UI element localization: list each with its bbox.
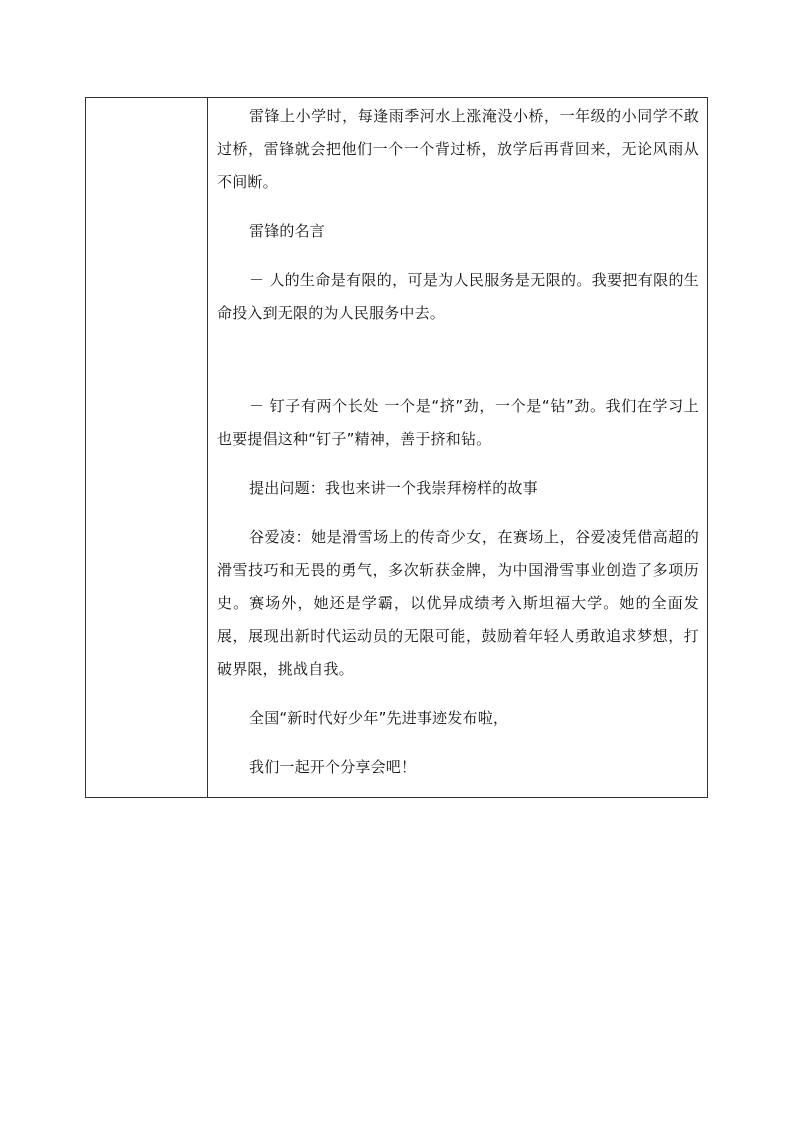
paragraph-announcement: 全国“新时代好少年”先进事迹发布啦， bbox=[249, 709, 509, 727]
content-table bbox=[85, 97, 708, 798]
paragraph-quote-2: － 钉子有两个长处 一个是“挤”劲，一个是“钻”劲。我们在学习上也要提倡这种“钉子”精神，善于挤和钻。 bbox=[217, 397, 699, 448]
paragraph-sharing-invite: 我们一起开个分享会吧！ bbox=[249, 758, 417, 776]
paragraph-gu-ailing: 谷爱凌：她是滑雪场上的传奇少女，在赛场上，谷爱凌凭借高超的滑雪技巧和无畏的勇气，多次斩获金牌，为中国滑雪事业创造了多项历史。赛场外，她还是学霸，以优异成绩考入斯坦福大学。她的全面发展，展现出新时代运动员的无限可能，鼓励着年轻人勇敢追求梦想，打破界限，挑战自我。 bbox=[217, 528, 699, 678]
paragraph-lei-feng-story: 雷锋上小学时，每逢雨季河水上涨淹没小桥，一年级的小同学不敢过桥，雷锋就会把他们一个一个背过桥，放学后再背回来，无论风雨从不间断。 bbox=[217, 107, 699, 191]
left-label-cell bbox=[86, 98, 208, 798]
paragraph-quote-1: － 人的生命是有限的，可是为人民服务是无限的。我要把有限的生命投入到无限的为人民服务中去。 bbox=[217, 271, 699, 322]
cell-content bbox=[208, 98, 707, 784]
paragraph-lei-feng-quotes-heading: 雷锋的名言 bbox=[249, 222, 326, 240]
paragraph-question: 提出问题：我也来讲一个我崇拜榜样的故事 bbox=[249, 479, 538, 497]
table-row bbox=[86, 98, 708, 798]
right-content-cell bbox=[208, 98, 708, 798]
